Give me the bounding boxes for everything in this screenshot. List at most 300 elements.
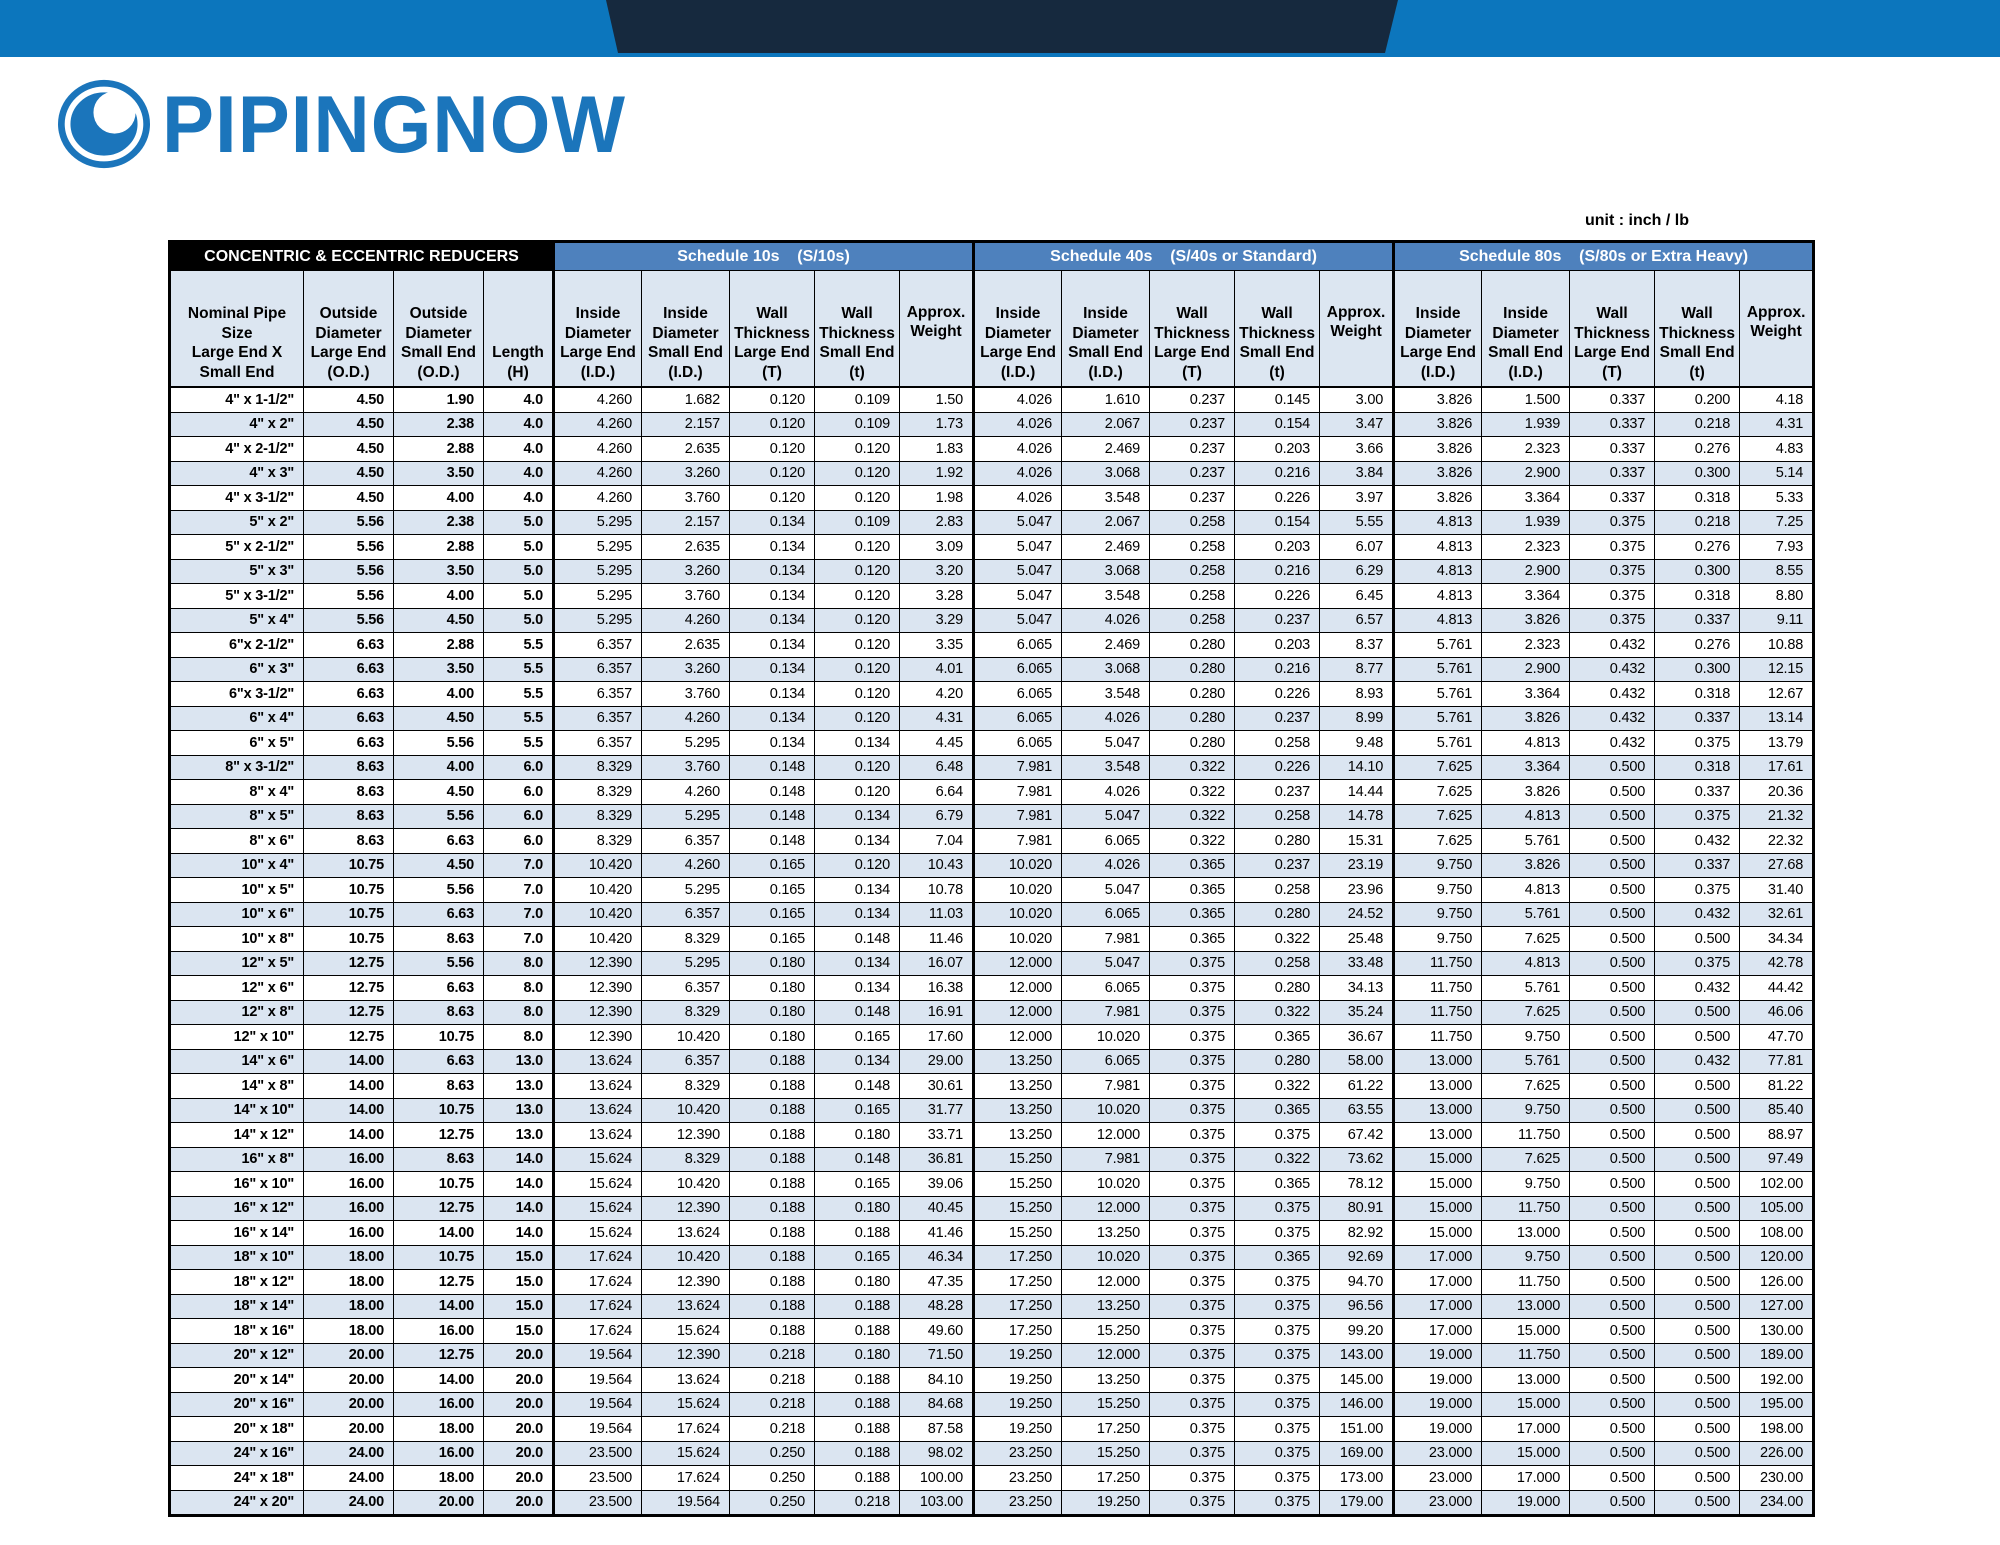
table-cell: 3.760 [642,584,730,609]
table-cell: 6.357 [642,902,730,927]
table-cell: 24" x 16" [170,1441,304,1466]
table-cell: 4.026 [974,461,1062,486]
table-cell: 78.12 [1320,1172,1394,1197]
table-row [170,1343,1814,1368]
table-cell: 13.624 [554,1074,642,1099]
table-cell: 0.148 [730,780,815,805]
table-cell: 0.375 [1235,1343,1320,1368]
table-cell: 0.280 [1235,1049,1320,1074]
table-cell: 2.635 [642,633,730,658]
table-cell: 8.93 [1320,682,1394,707]
table-cell: 2.635 [642,437,730,462]
table-cell: 0.237 [1150,412,1235,437]
table-cell: 17.624 [642,1417,730,1442]
table-cell: 2.88 [394,633,484,658]
table-cell: 14.78 [1320,804,1394,829]
table-cell: 0.120 [730,461,815,486]
table-cell: 0.300 [1655,461,1740,486]
table-cell: 11.46 [900,927,974,952]
table-cell: 0.500 [1570,1490,1655,1516]
table-cell: 46.34 [900,1245,974,1270]
table-cell: 13.624 [642,1221,730,1246]
table-cell: 5.047 [974,535,1062,560]
table-cell: 20.0 [484,1368,554,1393]
table-cell: 0.500 [1570,1368,1655,1393]
table-cell: 0.216 [1235,559,1320,584]
table-cell: 0.500 [1655,1221,1740,1246]
table-cell: 0.165 [730,902,815,927]
table-cell: 0.120 [815,535,900,560]
table-cell: 0.500 [1570,1343,1655,1368]
table-cell: 6.357 [554,633,642,658]
table-cell: 5.761 [1394,657,1482,682]
table-row [170,1417,1814,1442]
table-cell: 13.000 [1394,1123,1482,1148]
table-cell: 12.000 [1062,1343,1150,1368]
table-row [170,461,1814,486]
table-cell: 6.63 [394,829,484,854]
table-cell: 13.250 [1062,1221,1150,1246]
table-cell: 22.32 [1740,829,1814,854]
table-cell: 0.500 [1570,951,1655,976]
table-cell: 5.047 [974,559,1062,584]
table-cell: 4.260 [642,780,730,805]
table-cell: 8" x 4" [170,780,304,805]
table-cell: 0.165 [730,853,815,878]
table-cell: 120.00 [1740,1245,1814,1270]
table-cell: 0.432 [1655,829,1740,854]
table-cell: 13.000 [1482,1294,1570,1319]
table-cell: 0.180 [815,1270,900,1295]
table-cell: 20.0 [484,1466,554,1491]
table-cell: 8.80 [1740,584,1814,609]
table-cell: 0.337 [1655,706,1740,731]
table-cell: 13.624 [554,1049,642,1074]
table-cell: 0.500 [1655,1368,1740,1393]
table-cell: 126.00 [1740,1270,1814,1295]
table-cell: 73.62 [1320,1147,1394,1172]
table-cell: 0.322 [1150,804,1235,829]
table-cell: 0.375 [1235,1441,1320,1466]
table-cell: 0.258 [1235,951,1320,976]
table-cell: 0.500 [1570,755,1655,780]
table-row [170,1196,1814,1221]
table-cell: 0.500 [1570,1123,1655,1148]
table-cell: 36.81 [900,1147,974,1172]
table-cell: 2.469 [1062,535,1150,560]
table-cell: 15.624 [554,1147,642,1172]
table-cell: 3.826 [1394,437,1482,462]
table-cell: 12.000 [974,976,1062,1001]
table-cell: 97.49 [1740,1147,1814,1172]
table-cell: 7.981 [974,755,1062,780]
table-cell: 6.29 [1320,559,1394,584]
table-cell: 15.000 [1482,1319,1570,1344]
table-cell: 4.0 [484,437,554,462]
table-cell: 0.322 [1150,780,1235,805]
table-cell: 5.761 [1482,976,1570,1001]
table-cell: 0.375 [1570,535,1655,560]
table-cell: 9.750 [1482,1245,1570,1270]
table-cell: 2.83 [900,510,974,535]
table-cell: 6.63 [394,902,484,927]
table-cell: 46.06 [1740,1000,1814,1025]
table-cell: 0.375 [1655,804,1740,829]
table-cell: 0.375 [1150,1417,1235,1442]
table-cell: 41.46 [900,1221,974,1246]
table-cell: 0.120 [815,853,900,878]
table-cell: 19.564 [642,1490,730,1516]
table-cell: 0.250 [730,1490,815,1516]
table-cell: 13.250 [974,1098,1062,1123]
table-cell: 4.50 [394,780,484,805]
table-cell: 0.375 [1150,976,1235,1001]
table-cell: 0.216 [1235,461,1320,486]
table-cell: 8.63 [394,1147,484,1172]
column-header: Nominal Pipe Size Large End X Small End [170,271,304,388]
section-title-schedule-80s: Schedule 80s (S/80s or Extra Heavy) [1394,242,1814,271]
table-cell: 10.420 [642,1025,730,1050]
table-cell: 13.000 [1394,1049,1482,1074]
table-cell: 0.250 [730,1441,815,1466]
table-cell: 18.00 [304,1319,394,1344]
table-cell: 3.29 [900,608,974,633]
table-cell: 87.58 [900,1417,974,1442]
table-cell: 8.63 [394,1074,484,1099]
table-cell: 0.500 [1570,1074,1655,1099]
table-cell: 0.165 [730,927,815,952]
table-cell: 12.75 [394,1123,484,1148]
table-cell: 8.329 [554,755,642,780]
table-row [170,755,1814,780]
table-cell: 4.31 [1740,412,1814,437]
table-cell: 13.250 [974,1049,1062,1074]
table-cell: 4.813 [1394,535,1482,560]
table-cell: 47.70 [1740,1025,1814,1050]
table-cell: 3.068 [1062,461,1150,486]
table-cell: 6.065 [974,706,1062,731]
table-row [170,780,1814,805]
table-cell: 14.0 [484,1221,554,1246]
table-cell: 19.564 [554,1368,642,1393]
table-cell: 16" x 12" [170,1196,304,1221]
table-cell: 12.390 [642,1343,730,1368]
table-cell: 0.134 [815,829,900,854]
table-cell: 7.04 [900,829,974,854]
table-cell: 0.500 [1655,1466,1740,1491]
table-cell: 3.826 [1394,461,1482,486]
table-cell: 0.375 [1655,878,1740,903]
table-cell: 6.63 [304,706,394,731]
table-cell: 4.813 [1482,951,1570,976]
table-cell: 179.00 [1320,1490,1394,1516]
unit-label: unit : inch / lb [1585,212,1689,229]
table-row [170,878,1814,903]
table-cell: 0.148 [730,804,815,829]
column-header: Inside Diameter Small End (I.D.) [1482,271,1570,388]
table-cell: 10.75 [394,1098,484,1123]
table-cell: 0.365 [1150,927,1235,952]
table-cell: 0.188 [730,1245,815,1270]
table-cell: 12.75 [394,1343,484,1368]
table-cell: 0.218 [1655,510,1740,535]
table-cell: 6.065 [1062,902,1150,927]
table-cell: 0.134 [815,951,900,976]
table-cell: 0.365 [1235,1098,1320,1123]
table-cell: 27.68 [1740,853,1814,878]
table-cell: 5.761 [1394,633,1482,658]
table-cell: 14.0 [484,1147,554,1172]
table-cell: 0.134 [730,633,815,658]
table-cell: 5.0 [484,584,554,609]
table-cell: 5.047 [1062,731,1150,756]
table-row [170,1074,1814,1099]
table-cell: 4.260 [554,486,642,511]
table-cell: 8.37 [1320,633,1394,658]
table-row [170,1098,1814,1123]
table-cell: 9.750 [1482,1025,1570,1050]
table-cell: 0.148 [815,1000,900,1025]
table-cell: 0.258 [1235,731,1320,756]
table-cell: 7.625 [1482,1000,1570,1025]
table-cell: 99.20 [1320,1319,1394,1344]
table-cell: 0.322 [1150,755,1235,780]
table-cell: 5.56 [304,584,394,609]
table-cell: 5" x 2-1/2" [170,535,304,560]
table-cell: 88.97 [1740,1123,1814,1148]
table-cell: 8.0 [484,1025,554,1050]
table-cell: 18.00 [304,1270,394,1295]
table-cell: 4.026 [1062,780,1150,805]
table-cell: 14" x 12" [170,1123,304,1148]
table-cell: 15.0 [484,1319,554,1344]
table-cell: 18" x 16" [170,1319,304,1344]
table-cell: 61.22 [1320,1074,1394,1099]
table-cell: 0.188 [815,1466,900,1491]
table-cell: 0.134 [730,535,815,560]
table-cell: 11.750 [1394,1000,1482,1025]
table-cell: 20.0 [484,1392,554,1417]
table-cell: 30.61 [900,1074,974,1099]
table-cell: 23.19 [1320,853,1394,878]
table-cell: 0.237 [1235,853,1320,878]
table-cell: 0.200 [1655,387,1740,412]
table-cell: 10" x 4" [170,853,304,878]
table-cell: 12.000 [1062,1123,1150,1148]
table-cell: 6.065 [974,682,1062,707]
table-cell: 0.237 [1235,780,1320,805]
table-cell: 10.420 [642,1245,730,1270]
table-cell: 0.375 [1235,1221,1320,1246]
table-cell: 19.250 [974,1368,1062,1393]
table-cell: 16.00 [394,1319,484,1344]
table-cell: 19.564 [554,1343,642,1368]
table-cell: 0.322 [1235,1000,1320,1025]
table-cell: 33.48 [1320,951,1394,976]
table-cell: 6.63 [304,731,394,756]
column-header: Outside Diameter Small End (O.D.) [394,271,484,388]
table-cell: 18.00 [394,1417,484,1442]
table-cell: 20.00 [304,1368,394,1393]
table-cell: 1.682 [642,387,730,412]
table-cell: 4.0 [484,461,554,486]
table-cell: 6.065 [974,633,1062,658]
table-cell: 8.63 [394,1000,484,1025]
table-cell: 0.375 [1150,1147,1235,1172]
table-cell: 13.250 [1062,1294,1150,1319]
table-cell: 4" x 3" [170,461,304,486]
table-cell: 18.00 [304,1294,394,1319]
table-cell: 12.75 [304,1000,394,1025]
table-cell: 19.564 [554,1417,642,1442]
table-cell: 2.323 [1482,633,1570,658]
table-cell: 16.00 [304,1221,394,1246]
table-cell: 8" x 5" [170,804,304,829]
table-cell: 12" x 10" [170,1025,304,1050]
table-cell: 1.90 [394,387,484,412]
table-cell: 0.134 [815,804,900,829]
table-cell: 6.45 [1320,584,1394,609]
table-cell: 0.500 [1655,1074,1740,1099]
table-cell: 4.813 [1482,804,1570,829]
table-cell: 0.500 [1570,829,1655,854]
table-cell: 3.364 [1482,682,1570,707]
table-cell: 6"x 3-1/2" [170,682,304,707]
table-cell: 0.375 [1235,1319,1320,1344]
table-cell: 8.329 [642,1074,730,1099]
table-row [170,1000,1814,1025]
table-cell: 20.00 [394,1490,484,1516]
table-cell: 11.750 [1482,1123,1570,1148]
table-cell: 4.026 [1062,608,1150,633]
table-cell: 0.375 [1150,1025,1235,1050]
table-cell: 67.42 [1320,1123,1394,1148]
table-cell: 8.329 [554,780,642,805]
table-cell: 94.70 [1320,1270,1394,1295]
table-cell: 4.260 [642,608,730,633]
table-cell: 7.981 [974,829,1062,854]
table-cell: 0.500 [1655,1392,1740,1417]
table-cell: 12.75 [304,951,394,976]
table-cell: 0.432 [1655,1049,1740,1074]
column-header: Approx. Weight [900,271,974,388]
table-cell: 6" x 4" [170,706,304,731]
table-cell: 3.548 [1062,486,1150,511]
table-cell: 0.500 [1570,1294,1655,1319]
table-cell: 96.56 [1320,1294,1394,1319]
table-cell: 19.564 [554,1392,642,1417]
table-cell: 12.15 [1740,657,1814,682]
table-cell: 0.375 [1150,1000,1235,1025]
table-cell: 10.420 [554,902,642,927]
table-cell: 0.500 [1570,927,1655,952]
table-cell: 0.500 [1570,1392,1655,1417]
table-row [170,657,1814,682]
table-cell: 18" x 10" [170,1245,304,1270]
table-cell: 5.14 [1740,461,1814,486]
table-cell: 4.0 [484,412,554,437]
table-cell: 0.120 [815,437,900,462]
table-cell: 13.250 [1062,1368,1150,1393]
table-cell: 0.365 [1150,853,1235,878]
table-cell: 10.020 [1062,1025,1150,1050]
table-cell: 5.761 [1482,1049,1570,1074]
table-cell: 4.026 [974,412,1062,437]
table-cell: 4.260 [642,706,730,731]
table-cell: 13.0 [484,1074,554,1099]
table-cell: 0.500 [1570,1441,1655,1466]
table-cell: 10" x 6" [170,902,304,927]
table-cell: 8.63 [304,804,394,829]
table-cell: 14.0 [484,1196,554,1221]
table-cell: 23.500 [554,1466,642,1491]
table-cell: 0.148 [730,755,815,780]
table-cell: 0.375 [1150,1123,1235,1148]
table-row [170,731,1814,756]
table-cell: 15.0 [484,1270,554,1295]
table-cell: 9.750 [1394,878,1482,903]
table-cell: 2.900 [1482,657,1570,682]
table-cell: 7.981 [1062,927,1150,952]
table-cell: 0.375 [1150,1049,1235,1074]
table-cell: 0.280 [1150,706,1235,731]
table-cell: 40.45 [900,1196,974,1221]
table-cell: 13.624 [554,1123,642,1148]
table-cell: 0.375 [1150,951,1235,976]
table-cell: 14.0 [484,1172,554,1197]
table-cell: 14.00 [304,1098,394,1123]
table-cell: 84.68 [900,1392,974,1417]
table-cell: 3.364 [1482,486,1570,511]
table-cell: 0.165 [730,878,815,903]
table-cell: 0.500 [1570,1049,1655,1074]
table-cell: 2.88 [394,535,484,560]
table-cell: 5.047 [1062,951,1150,976]
table-cell: 12.390 [642,1196,730,1221]
table-cell: 4.260 [554,437,642,462]
table-row [170,804,1814,829]
table-cell: 0.375 [1150,1343,1235,1368]
table-cell: 6.357 [554,706,642,731]
table-title-row [170,242,1814,271]
table-cell: 0.500 [1570,1319,1655,1344]
table-cell: 4.00 [394,584,484,609]
table-cell: 19.000 [1394,1392,1482,1417]
table-cell: 82.92 [1320,1221,1394,1246]
table-cell: 4.0 [484,486,554,511]
table-cell: 5.761 [1482,902,1570,927]
table-cell: 6.357 [642,1049,730,1074]
table-cell: 0.322 [1235,927,1320,952]
table-cell: 12.390 [554,951,642,976]
table-cell: 0.337 [1570,387,1655,412]
table-cell: 3.068 [1062,657,1150,682]
table-cell: 0.375 [1150,1074,1235,1099]
table-cell: 8.0 [484,1000,554,1025]
table-cell: 4.260 [642,853,730,878]
column-header: Wall Thickness Large End (T) [1150,271,1235,388]
table-cell: 11.750 [1394,951,1482,976]
table-cell: 0.120 [815,486,900,511]
table-cell: 5.761 [1394,682,1482,707]
column-header: Wall Thickness Large End (T) [730,271,815,388]
table-cell: 7.981 [974,780,1062,805]
table-cell: 14.00 [394,1221,484,1246]
table-cell: 4.50 [304,387,394,412]
table-cell: 1.92 [900,461,974,486]
table-cell: 19.000 [1394,1368,1482,1393]
table-cell: 0.500 [1570,1270,1655,1295]
